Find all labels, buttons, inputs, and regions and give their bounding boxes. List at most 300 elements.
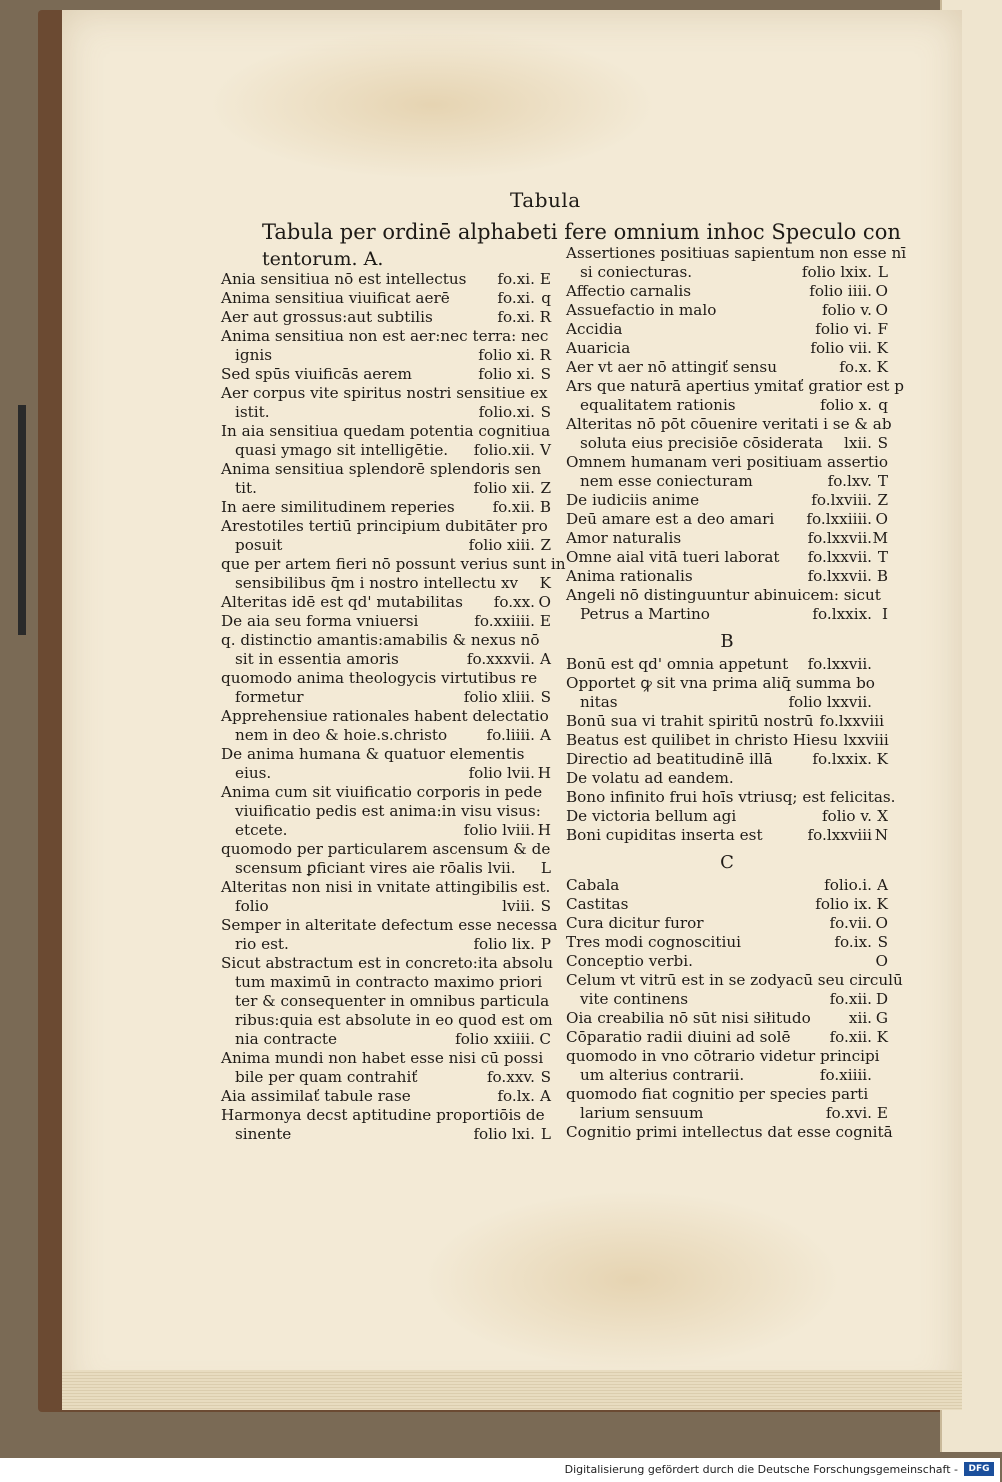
entry-text: posuit <box>235 536 283 554</box>
entry-section-letter: Z <box>540 479 551 497</box>
entry-folio: xii. <box>848 1009 872 1027</box>
entry-text: larium sensuum <box>580 1104 704 1122</box>
index-entry <box>566 1066 888 1085</box>
entry-folio: folio ix. <box>815 895 872 913</box>
table-title: Tabula per ordinē alphabeti fere omnium inhoc Speculo con <box>262 220 901 244</box>
entry-folio: fo.xii. <box>829 1028 872 1046</box>
index-entry <box>566 415 892 434</box>
right-column <box>566 244 907 1142</box>
entry-section-letter: K <box>876 895 888 913</box>
entry-text: equalitatem rationis <box>580 396 736 414</box>
entry-text: nia contracte <box>235 1030 337 1048</box>
entry-section-letter: A <box>540 650 551 668</box>
index-entry <box>566 1123 893 1142</box>
entry-folio: folio lvii. <box>468 764 535 782</box>
entry-text: ter & consequenter in omnibus particula <box>235 992 550 1010</box>
entry-section-letter: E <box>539 270 551 288</box>
entry-text: Anima sensitiua non est aer:nec terra: nec <box>221 327 549 345</box>
entry-folio: folio v. <box>821 807 872 825</box>
index-entry <box>221 1030 551 1049</box>
footer-credit: Digitalisierung gefördert durch die Deutsche Forschungsgemeinschaft - <box>564 1463 958 1476</box>
entry-section-letter: O <box>875 510 888 528</box>
entry-folio: folio xxiiii. <box>455 1030 535 1048</box>
entry-text: nitas <box>580 693 618 711</box>
entry-text: Aer vt aer nō attingiť sensu <box>566 358 777 376</box>
index-entry <box>221 935 551 954</box>
entry-section-letter: X <box>877 807 888 825</box>
index-entry <box>566 769 888 788</box>
entry-section-letter: K <box>539 574 551 592</box>
index-entry <box>221 954 554 973</box>
index-entry <box>221 992 551 1011</box>
section-letter-c: C <box>720 852 734 873</box>
entry-text: quomodo per particularem ascensum & de <box>221 840 551 858</box>
index-entry <box>221 916 558 935</box>
entry-folio: fo.xi. <box>497 270 535 288</box>
index-entry <box>221 1087 551 1106</box>
entry-section-letter: T <box>877 472 888 490</box>
section-letter-b: B <box>720 631 734 652</box>
entry-section-letter: A <box>540 1087 551 1105</box>
page-block-edges <box>62 1370 962 1410</box>
index-entry <box>221 1125 551 1144</box>
entry-text: Anima sensitiua splendorē splendoris sen <box>221 460 542 478</box>
entry-section-letter: P <box>540 935 551 953</box>
entry-folio: folio xi. <box>478 365 535 383</box>
entry-text: De volatu ad eandem. <box>566 769 734 787</box>
entry-text: Cōparatio radii diuini ad solē <box>566 1028 791 1046</box>
entry-folio: fo.liiii. <box>486 726 535 744</box>
entry-section-letter: F <box>877 320 888 338</box>
entry-text: sit in essentia amoris <box>235 650 399 668</box>
entry-section-letter: O <box>538 593 551 611</box>
index-entry <box>221 479 551 498</box>
entry-text: Bono infinito frui hoīs vtriusq; est felicitas. <box>566 788 896 806</box>
index-entry <box>221 384 551 403</box>
entry-text: Angeli nō distinguuntur abinuicem: sicut <box>566 586 881 604</box>
index-entry <box>221 270 551 289</box>
entry-folio: fo.xxiiii. <box>474 612 535 630</box>
entry-folio: folio lviii. <box>463 821 535 839</box>
table-subtitle: tentorum. A. <box>262 248 384 270</box>
entry-text: Boni cupiditas inserta est <box>566 826 763 844</box>
entry-text: Amor naturalis <box>566 529 682 547</box>
index-entry <box>566 434 888 453</box>
index-entry <box>221 1068 551 1087</box>
entry-section-letter: A <box>540 726 551 744</box>
entry-folio: fo.lxxvii. <box>807 548 872 566</box>
entry-text: que per artem fieri nō possunt verius sunt in <box>221 555 566 573</box>
entry-text: tum maximū in contracto maximo priori <box>235 973 543 991</box>
entry-text: Anima sensitiua viuificat aerē <box>221 289 450 307</box>
entry-folio: lxii. <box>844 434 872 452</box>
entry-folio: folio v. <box>821 301 872 319</box>
entry-section-letter: V <box>540 441 551 459</box>
entry-text: Anima rationalis <box>566 567 693 585</box>
entry-section-letter: B <box>876 567 888 585</box>
entry-section-letter: A <box>877 876 888 894</box>
entry-folio: fo.lxv. <box>827 472 872 490</box>
entry-folio: folio lix. <box>473 935 535 953</box>
entry-folio: fo.xi. <box>497 289 535 307</box>
index-entry <box>221 878 551 897</box>
entry-section-letter: Z <box>877 491 888 509</box>
index-entry <box>221 764 551 783</box>
entry-folio: folio xiii. <box>468 536 535 554</box>
entry-folio: folio iiii. <box>809 282 872 300</box>
index-entry <box>566 1047 888 1066</box>
entry-section-letter: O <box>875 914 888 932</box>
index-entry <box>566 510 888 529</box>
entry-section-letter: E <box>876 1104 888 1122</box>
entry-text: Castitas <box>566 895 629 913</box>
entry-text: Anima mundi non habet esse nisi cū possi <box>221 1049 544 1067</box>
index-entry <box>566 1009 888 1028</box>
index-entry <box>221 327 551 346</box>
entry-section-letter: S <box>877 434 888 452</box>
index-entry <box>221 365 551 384</box>
entry-text: Omne aial vitā tueri laborat <box>566 548 780 566</box>
entry-text: Accidia <box>566 320 623 338</box>
index-entry <box>566 377 905 396</box>
entry-text: Directio ad beatitudinē illā <box>566 750 773 768</box>
entry-section-letter: E <box>539 612 551 630</box>
entry-section-letter: I <box>882 605 888 623</box>
entry-text: quasi ymago sit intelligētie. <box>235 441 449 459</box>
index-entry <box>221 460 551 479</box>
entry-text: Sicut abstractum est in concreto:ita absolu <box>221 954 554 972</box>
entry-section-letter: K <box>876 358 888 376</box>
entry-section-letter: H <box>537 764 551 782</box>
index-entry <box>221 1106 551 1125</box>
section-a-continued <box>566 244 907 624</box>
entry-text: Alteritas idē est qd' mutabilitas <box>221 593 463 611</box>
entry-text: Semper in alteritate defectum esse necessa <box>221 916 558 934</box>
left-column <box>221 270 566 1144</box>
entry-text: Conceptio verbi. <box>566 952 693 970</box>
entry-text: istit. <box>235 403 270 421</box>
index-entry <box>221 498 551 517</box>
entry-section-letter: q <box>878 396 888 414</box>
entry-section-letter: L <box>540 859 551 877</box>
index-entry <box>221 802 551 821</box>
index-entry <box>566 339 888 358</box>
water-stain-top <box>207 30 657 180</box>
index-entry <box>221 669 551 688</box>
entry-folio: fo.x. <box>839 358 872 376</box>
index-entry <box>566 655 888 674</box>
entry-folio: folio xi. <box>478 346 535 364</box>
entry-section-letter: O <box>875 952 888 970</box>
entry-section-letter: Z <box>540 536 551 554</box>
entry-folio: lviii. <box>502 897 535 915</box>
entry-folio: folio lxi. <box>473 1125 535 1143</box>
entry-text: Aer corpus vite spiritus nostri sensitiue ex <box>221 384 548 402</box>
entry-section-letter: R <box>539 346 551 364</box>
entry-folio: fo.xvi. <box>825 1104 872 1122</box>
entry-section-letter: G <box>875 1009 888 1027</box>
entry-text: um alterius contrarii. <box>580 1066 745 1084</box>
entry-section-letter: S <box>877 933 888 951</box>
index-entry <box>221 859 551 878</box>
index-entry <box>566 731 888 750</box>
entry-folio: fo.lxxviii <box>819 712 884 730</box>
entry-section-letter: L <box>877 263 888 281</box>
entry-folio: fo.xii. <box>492 498 535 516</box>
entry-folio: fo.xxxvii. <box>466 650 535 668</box>
index-entry <box>221 346 551 365</box>
index-entry <box>221 612 551 631</box>
entry-text: Assuefactio in malo <box>566 301 717 319</box>
entry-text: Alteritas nō pōt cōuenire veritati i se & ab <box>566 415 892 433</box>
digitization-footer <box>0 1458 1000 1482</box>
water-stain-bottom <box>422 1190 842 1370</box>
section-c-entries <box>566 876 903 1142</box>
entry-folio: folio lxxvii. <box>788 693 872 711</box>
index-entry <box>566 952 888 971</box>
entry-text: Cabala <box>566 876 620 894</box>
entry-text: quomodo fiat cognitio per species parti <box>566 1085 869 1103</box>
entry-section-letter: H <box>537 821 551 839</box>
entry-text: Bonū sua vi trahit spiritū nostrū <box>566 712 814 730</box>
entry-folio: fo.xxv. <box>486 1068 535 1086</box>
index-entry <box>221 536 551 555</box>
entry-text: si coniecturas. <box>580 263 693 281</box>
index-entry <box>221 650 551 669</box>
index-entry <box>566 1028 888 1047</box>
index-entry <box>221 289 551 308</box>
index-entry <box>566 529 888 548</box>
index-entry <box>221 403 551 422</box>
entry-text: Petrus a Martino <box>580 605 710 623</box>
index-entry <box>566 548 888 567</box>
entry-section-letter: S <box>540 365 551 383</box>
entry-folio: lxxviii <box>843 731 889 749</box>
entry-folio: folio xliii. <box>463 688 535 706</box>
entry-section-letter: O <box>875 282 888 300</box>
entry-text: nem esse coniecturam <box>580 472 753 490</box>
index-entry <box>566 914 888 933</box>
entry-folio: fo.xii. <box>829 990 872 1008</box>
index-entry <box>566 605 888 624</box>
index-entry <box>566 358 888 377</box>
index-entry <box>566 876 888 895</box>
entry-text: Cura dicitur furor <box>566 914 704 932</box>
entry-section-letter: N <box>874 826 888 844</box>
index-entry <box>566 282 888 301</box>
section-b-entries <box>566 655 896 845</box>
entry-folio: fo.lxxiiii. <box>806 510 872 528</box>
index-entry <box>221 441 551 460</box>
entry-folio: folio.i. <box>824 876 872 894</box>
entry-folio: folio xii. <box>473 479 535 497</box>
entry-text: Aia assimilať tabule rase <box>221 1087 411 1105</box>
index-entry <box>566 971 903 990</box>
entry-text: Harmonya decst aptitudine proportiōis de <box>221 1106 545 1124</box>
entry-text: Oia creabilia nō sūt nisi siłitudo <box>566 1009 811 1027</box>
index-entry <box>566 674 888 693</box>
entry-folio: fo.xi. <box>497 308 535 326</box>
entry-section-letter: K <box>876 1028 888 1046</box>
entry-text: Auaricia <box>566 339 631 357</box>
index-entry <box>566 990 888 1009</box>
index-entry <box>221 593 551 612</box>
entry-folio: fo.lxviii. <box>811 491 872 509</box>
entry-section-letter: C <box>539 1030 551 1048</box>
entry-section-letter: q <box>541 289 551 307</box>
entry-section-letter: B <box>539 498 551 516</box>
dfg-logo: DFG <box>964 1462 994 1476</box>
entry-folio: fo.xiiii. <box>819 1066 872 1084</box>
entry-text: Apprehensiue rationales habent delectatio <box>221 707 549 725</box>
index-entry <box>221 745 551 764</box>
index-entry <box>221 422 551 441</box>
index-entry <box>221 726 551 745</box>
entry-text: etcete. <box>235 821 288 839</box>
entry-section-letter: M <box>872 529 888 547</box>
entry-folio: fo.vii. <box>829 914 872 932</box>
entry-folio: fo.lxxvii. <box>807 655 872 673</box>
index-entry <box>221 574 551 593</box>
entry-text: Bonū est qd' omnia appetunt <box>566 655 789 673</box>
entry-text: Cognitio primi intellectus dat esse cognitā <box>566 1123 893 1141</box>
index-entry <box>221 688 551 707</box>
entry-folio: folio vi. <box>815 320 872 338</box>
index-entry <box>566 301 888 320</box>
binding-strap <box>18 405 26 635</box>
entry-section-letter: D <box>875 990 888 1008</box>
entry-text: scensum ꝑficiant vires aie rōalis lvii. <box>235 859 516 877</box>
index-entry <box>566 491 888 510</box>
index-entry <box>221 821 551 840</box>
index-entry <box>566 567 888 586</box>
index-entry <box>221 783 551 802</box>
entry-folio: fo.lxxix. <box>812 605 872 623</box>
index-entry <box>221 517 551 536</box>
entry-text: De iudiciis anime <box>566 491 700 509</box>
entry-folio: folio x. <box>820 396 872 414</box>
index-entry <box>566 712 888 731</box>
entry-text: Anima cum sit viuificatio corporis in pede <box>221 783 543 801</box>
entry-folio: folio lxix. <box>801 263 872 281</box>
index-entry <box>566 693 888 712</box>
entry-text: viuificatio pedis est anima:in visu visus: <box>235 802 541 820</box>
entry-text: rio est. <box>235 935 289 953</box>
entry-folio: fo.ix. <box>834 933 872 951</box>
entry-text: formetur <box>235 688 304 706</box>
entry-text: vite continens <box>580 990 689 1008</box>
index-entry <box>566 1085 888 1104</box>
entry-text: Sed spūs viuificās aerem <box>221 365 412 383</box>
entry-text: quomodo in vno cōtrario videtur principi <box>566 1047 880 1065</box>
index-entry <box>221 707 551 726</box>
entry-text: ignis <box>235 346 273 364</box>
entry-text: De aia seu forma vniuersi <box>221 612 419 630</box>
entry-section-letter: S <box>540 897 551 915</box>
entry-text: Tres modi cognoscitiui <box>566 933 742 951</box>
index-entry <box>566 826 888 845</box>
entry-folio: fo.lxxviii <box>807 826 872 844</box>
index-entry <box>566 895 888 914</box>
entry-text: Beatus est quilibet in christo Hiesu <box>566 731 838 749</box>
entry-section-letter: S <box>540 1068 551 1086</box>
index-entry <box>566 453 888 472</box>
entry-text: Ania sensitiua nō est intellectus <box>221 270 467 288</box>
entry-folio: folio.xii. <box>473 441 535 459</box>
index-entry <box>566 586 888 605</box>
entry-section-letter: L <box>540 1125 551 1143</box>
entry-text: Affectio carnalis <box>566 282 692 300</box>
entry-folio: fo.lxxvii. <box>807 529 872 547</box>
entry-folio: folio vii. <box>810 339 872 357</box>
index-entry <box>566 472 888 491</box>
entry-text: Aer aut grossus:aut subtilis <box>221 308 433 326</box>
entry-section-letter: R <box>539 308 551 326</box>
index-entry <box>566 807 888 826</box>
entry-text: In aere similitudinem reperies <box>221 498 455 516</box>
entry-text: Alteritas non nisi in vnitate attingibilis est. <box>221 878 551 896</box>
entry-text: quomodo anima theologycis virtutibus re <box>221 669 538 687</box>
entry-text: sensibilibus q̄m i nostro intellectu xv <box>235 574 519 592</box>
index-entry <box>221 1049 551 1068</box>
index-entry <box>221 308 551 327</box>
entry-text: eius. <box>235 764 272 782</box>
entry-text: tit. <box>235 479 257 497</box>
entry-text: Deū amare est a deo amari <box>566 510 775 528</box>
entry-text: Omnem humanam veri positiuam assertio <box>566 453 888 471</box>
entry-text: De victoria bellum agi <box>566 807 737 825</box>
index-entry <box>566 320 888 339</box>
index-entry <box>221 840 551 859</box>
index-entry <box>566 750 888 769</box>
entry-section-letter: K <box>876 750 888 768</box>
entry-text: q. distinctio amantis:amabilis & nexus nō <box>221 631 540 649</box>
index-entry <box>566 788 896 807</box>
index-entry <box>566 263 888 282</box>
entry-text: ribus:quia est absolute in eo quod est om <box>235 1011 553 1029</box>
index-entry <box>221 973 551 992</box>
index-entry <box>221 631 551 650</box>
entry-text: nem in deo & hoie.s.christo <box>235 726 448 744</box>
entry-text: Celum vt vitrū est in se zodyacū seu circulū <box>566 971 903 989</box>
entry-text: Ars que naturā apertius ymitať gratior est p <box>566 377 905 395</box>
index-entry <box>221 1011 551 1030</box>
entry-section-letter: O <box>875 301 888 319</box>
index-entry <box>221 897 551 916</box>
entry-section-letter: S <box>540 403 551 421</box>
entry-text: In aia sensitiua quedam potentia cognitiua <box>221 422 551 440</box>
entry-folio: fo.xx. <box>493 593 535 611</box>
entry-text: De anima humana & quatuor elementis <box>221 745 525 763</box>
entry-folio: fo.lx. <box>497 1087 535 1105</box>
entry-text: Arestotiles tertiū principium dubitāter pro <box>221 517 548 535</box>
entry-folio: fo.lxxix. <box>812 750 872 768</box>
entry-text: sinente <box>235 1125 292 1143</box>
entry-section-letter: T <box>877 548 888 566</box>
index-entry <box>566 1104 888 1123</box>
entry-text: bile per quam contrahiť <box>235 1068 418 1086</box>
entry-folio: fo.lxxvii. <box>807 567 872 585</box>
index-entry <box>221 555 566 574</box>
entry-section-letter: S <box>540 688 551 706</box>
entry-section-letter: K <box>876 339 888 357</box>
index-entry <box>566 396 888 415</box>
running-heading: Tabula <box>510 188 581 212</box>
index-entry <box>566 244 907 263</box>
entry-folio: folio.xi. <box>478 403 535 421</box>
index-entry <box>566 933 888 952</box>
entry-text: Assertiones positiuas sapientum non esse nī <box>566 244 907 262</box>
